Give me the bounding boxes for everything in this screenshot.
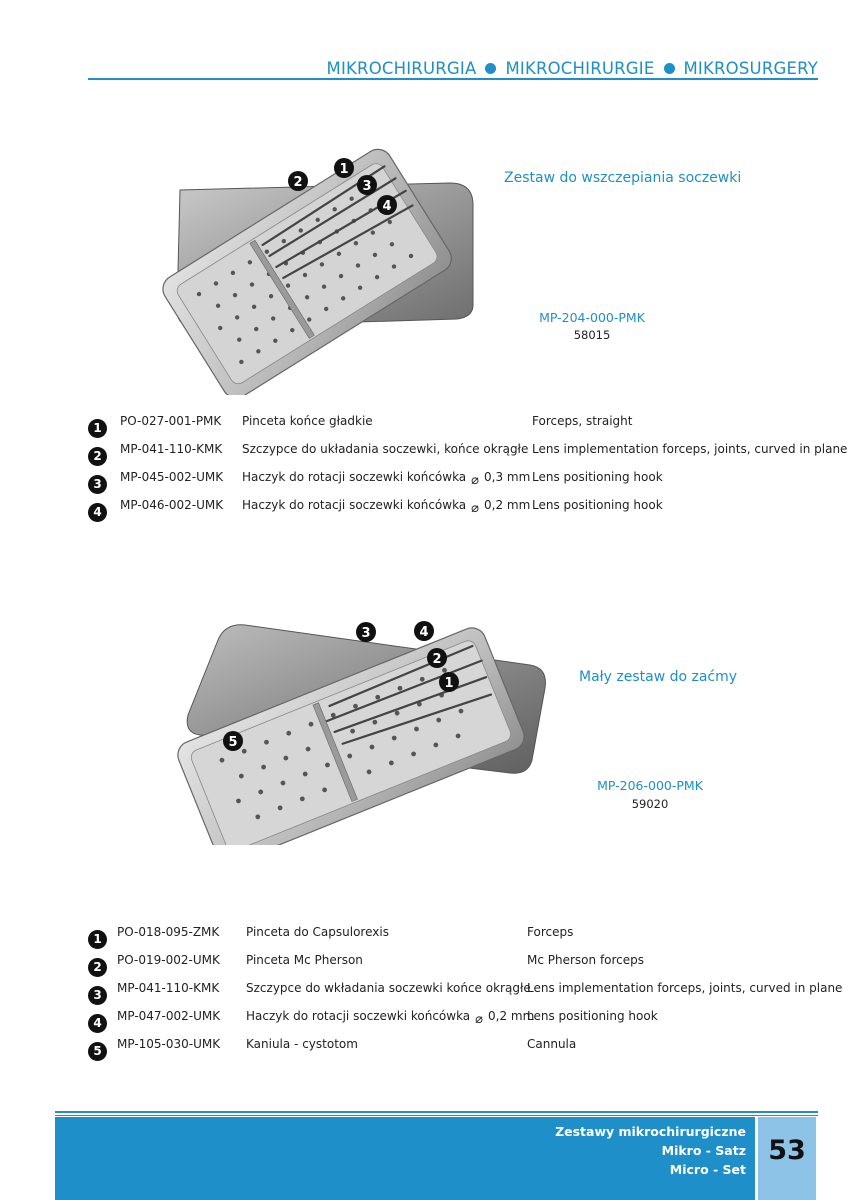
set2-number: 59020 [631,797,669,811]
set2-marker-5 [223,731,243,751]
item-name-pl: Szczypce do wkładania soczewki końce okrągłe [246,981,531,995]
footer-line-en: Micro - Set [669,1162,746,1177]
item-size: 0,2 mm [484,498,531,512]
set1-marker-2 [288,171,308,191]
item-name-pl-text: Haczyk do rotacji soczewki końcówka [242,470,467,484]
item-code: MP-105-030-UMK [117,1037,221,1051]
set1-code: MP-204-000-PMK [539,310,645,325]
item-name-en: Mc Pherson forceps [527,953,645,967]
header-rule [88,78,818,80]
footer-line-pl: Zestawy mikrochirurgiczne [555,1124,746,1139]
svg-text:1: 1 [339,162,349,177]
item-name-en: Lens positioning hook [527,1009,658,1023]
set2-code: MP-206-000-PMK [597,778,703,793]
set1-item-list [88,410,848,522]
item-code: MP-041-110-KMK [117,981,220,995]
header-title-en: MIKROSURGERY [683,58,818,78]
page-number: 53 [768,1135,806,1166]
header-title-de: MIKROCHIRURGIE [505,58,655,78]
svg-text:1: 1 [444,676,454,691]
list-item [88,1033,828,1061]
set1-number: 58015 [573,328,611,342]
list-item [88,466,828,494]
set2-item-list [88,921,843,1061]
item-code: MP-041-110-KMK [120,442,223,456]
item-name-pl: Kaniula - cystotom [246,1037,358,1051]
list-item [88,410,828,438]
set1-marker-1 [334,158,354,178]
item-name-en: Forceps, straight [532,414,633,428]
set1-marker-4 [377,195,397,215]
item-code: MP-047-002-UMK [117,1009,221,1023]
set2-title: Mały zestaw do zaćmy [579,669,738,685]
set1-title: Zestaw do wszczepiania soczewki [504,170,742,186]
set2-tray-image [160,570,555,845]
item-code: PO-027-001-PMK [120,414,222,428]
diameter-icon: ⌀ [475,1012,483,1027]
item-code: PO-018-095-ZMK [117,925,220,939]
item-code: MP-046-002-UMK [120,498,224,512]
diameter-icon: ⌀ [471,501,479,516]
item-badge: 4 [88,503,107,522]
list-item [88,1005,828,1033]
list-item [88,949,828,977]
svg-text:2: 2 [293,175,303,190]
bullet-dot [664,63,675,74]
svg-text:4: 4 [419,625,429,640]
set2-marker-4 [414,621,434,641]
item-name-en: Lens positioning hook [532,470,663,484]
item-badge: 4 [88,1014,107,1033]
diameter-icon: ⌀ [471,473,479,488]
footer-rule-thin [55,1115,818,1116]
item-name-en: Cannula [527,1037,577,1051]
item-badge: 1 [88,419,107,438]
svg-text:4: 4 [382,199,392,214]
item-name-en: Forceps [527,925,574,939]
set2-marker-2 [427,648,447,668]
item-size: 0,2 mm [488,1009,535,1023]
set2-marker-1 [439,672,459,692]
item-name-pl [242,470,531,488]
item-name-pl: Pinceta końce gładkie [242,414,373,428]
footer-line-de: Mikro - Satz [661,1143,746,1158]
item-badge: 2 [88,958,107,977]
list-item [88,977,843,1005]
item-badge: 3 [88,475,107,494]
item-name-pl: Pinceta do Capsulorexis [246,925,389,939]
header-title-pl: MIKROCHIRURGIA [326,58,477,78]
set2-marker-3 [356,622,376,642]
bullet-dot [485,63,496,74]
item-name-pl: Pinceta Mc Pherson [246,953,363,967]
footer-rule [55,1111,818,1113]
item-name-en: Lens implementation forceps, joints, curved in plane [527,981,843,995]
set1-marker-3 [357,175,377,195]
item-name-en: Lens implementation forceps, joints, curved in plane [532,442,848,456]
page-header-title [327,57,818,79]
footer-section-title [555,1122,746,1179]
svg-text:5: 5 [228,735,238,750]
item-badge: 1 [88,930,107,949]
item-name-pl-text: Haczyk do rotacji soczewki końcówka [246,1009,471,1023]
svg-text:2: 2 [432,652,442,667]
item-code: PO-019-002-UMK [117,953,220,967]
list-item [88,921,828,949]
item-size: 0,3 mm [484,470,531,484]
set1-tray-image [135,95,485,395]
item-badge: 2 [88,447,107,466]
item-name-pl-text: Haczyk do rotacji soczewki końcówka [242,498,467,512]
item-name-pl [242,498,531,516]
item-code: MP-045-002-UMK [120,470,224,484]
svg-text:3: 3 [362,179,372,194]
item-badge: 5 [88,1042,107,1061]
item-badge: 3 [88,986,107,1005]
item-name-pl: Szczypce do układania soczewki, końce okrągłe [242,442,529,456]
item-name-en: Lens positioning hook [532,498,663,512]
item-name-pl [246,1009,535,1027]
svg-text:3: 3 [361,626,371,641]
list-item [88,494,828,522]
list-item [88,438,848,466]
